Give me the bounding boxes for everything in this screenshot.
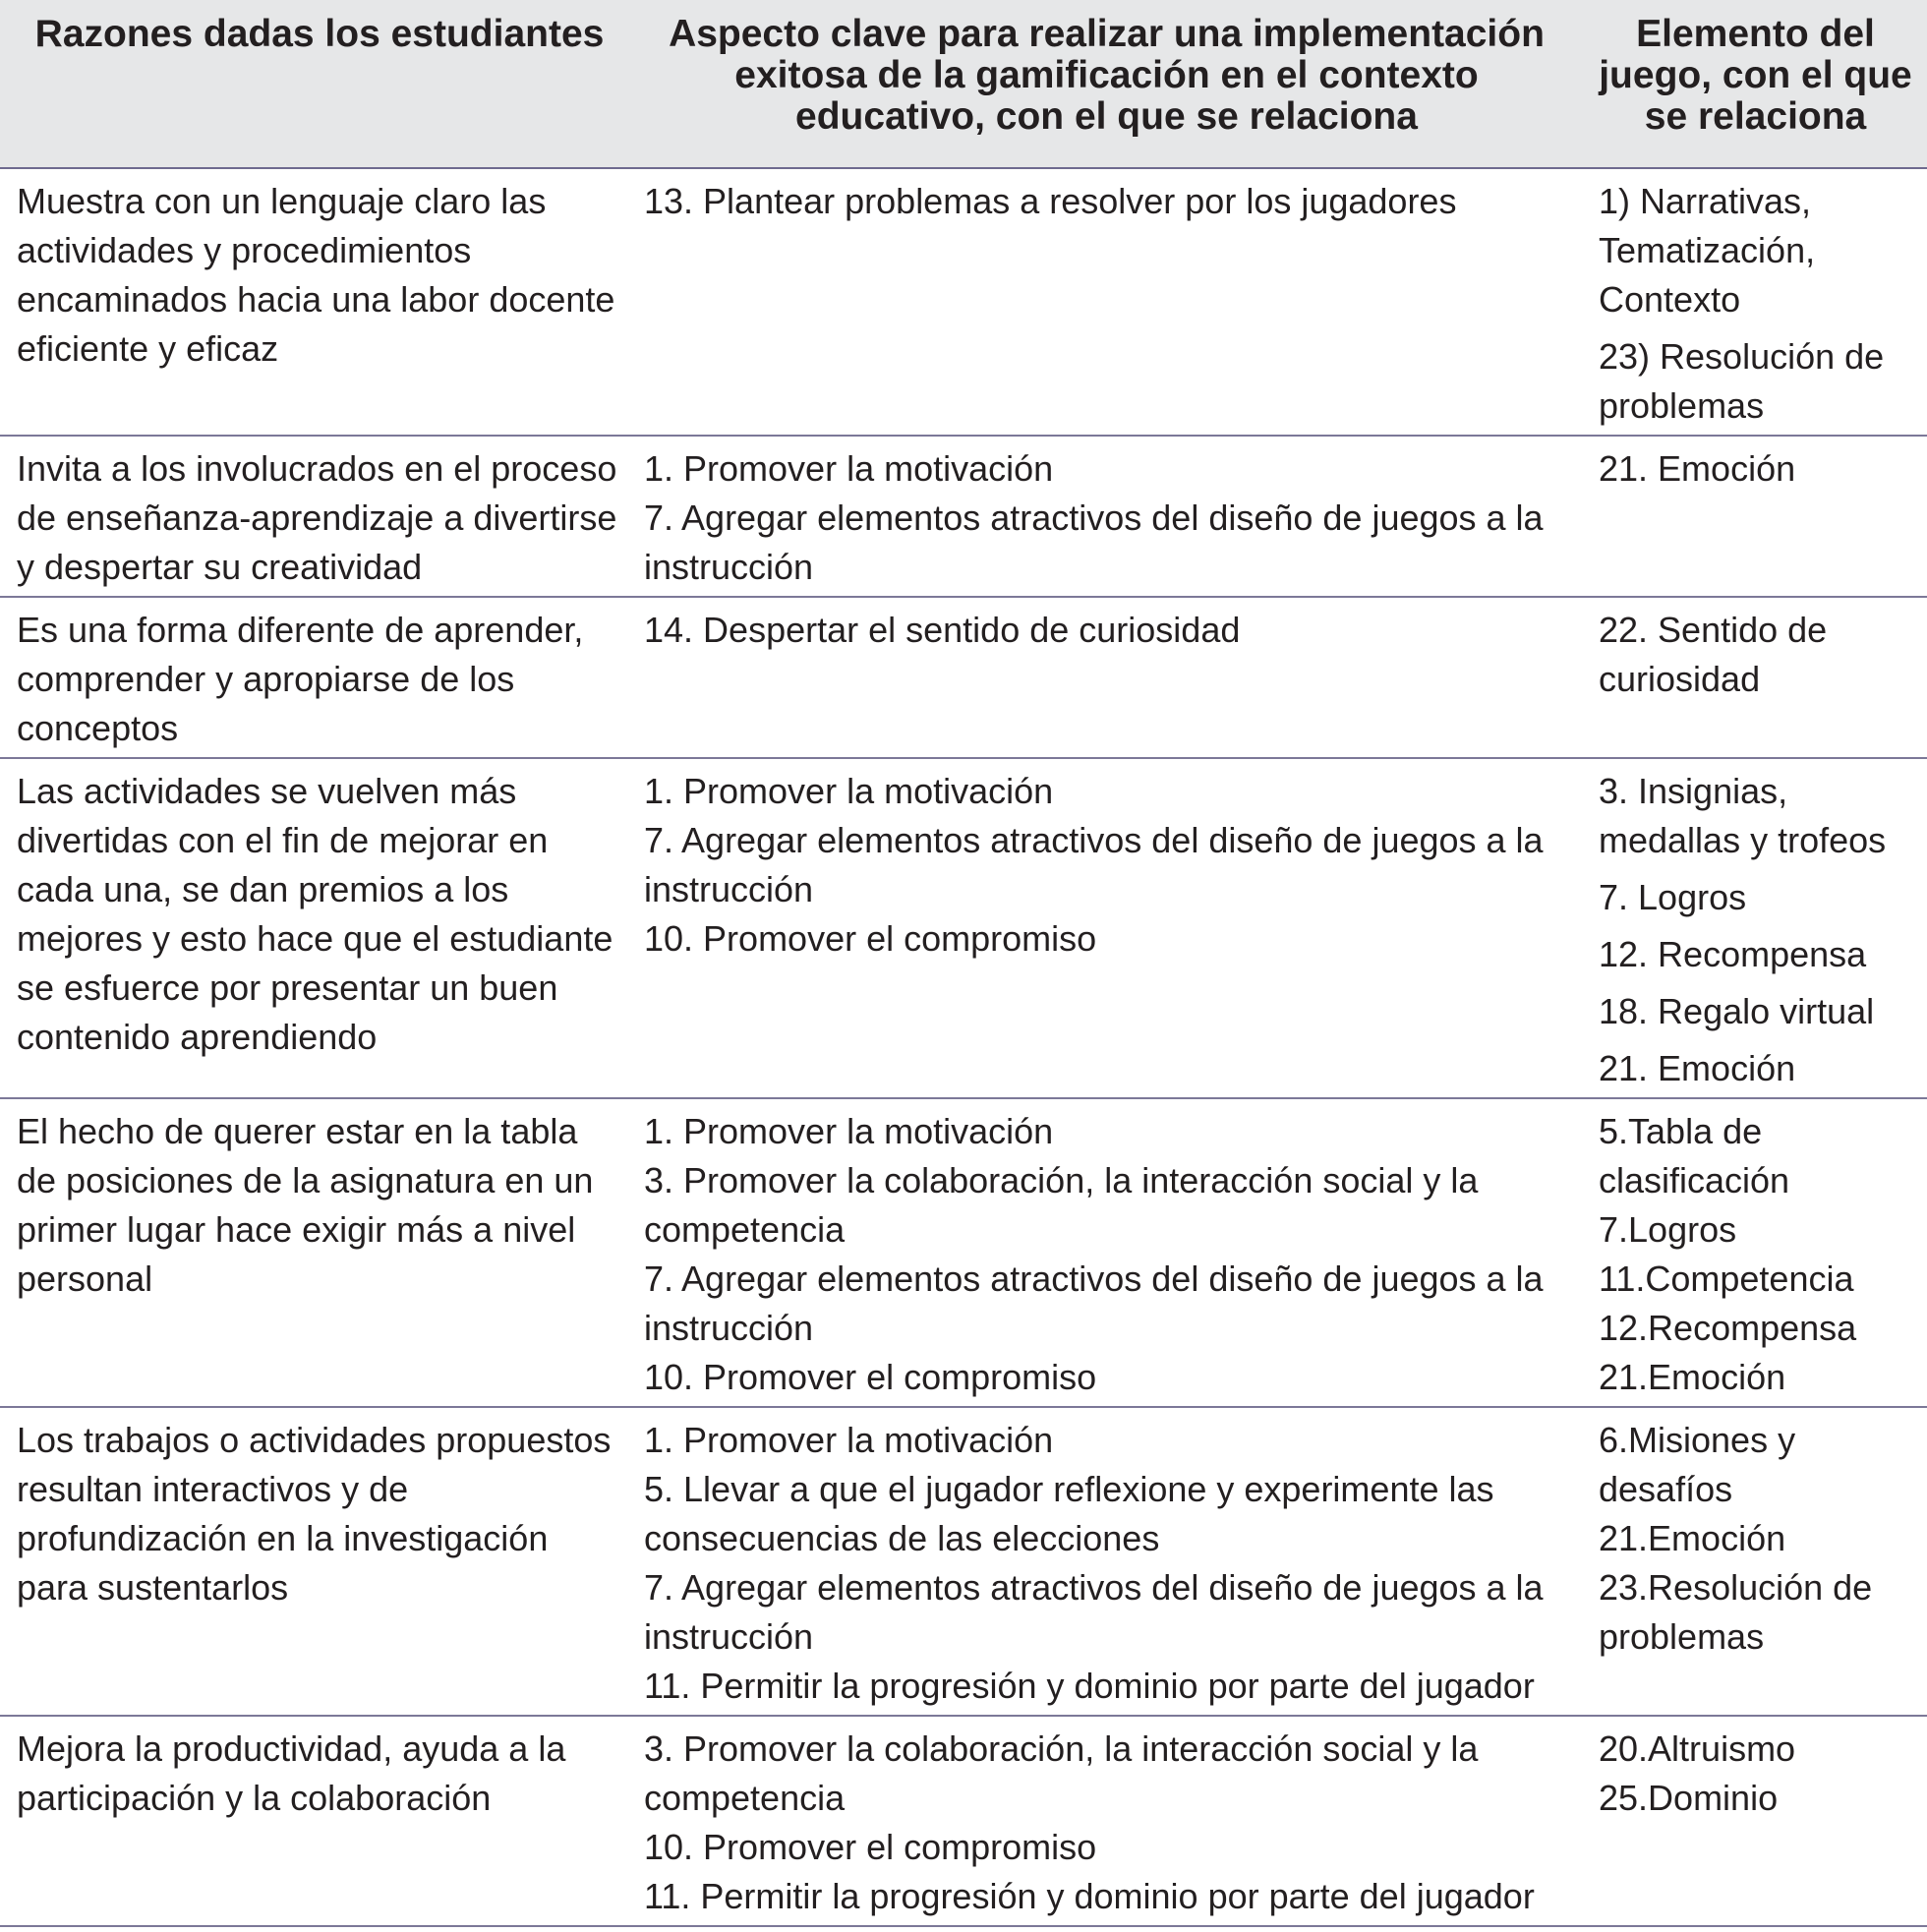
aspecto-item: 10. Promover el compromiso — [644, 1827, 1097, 1867]
cell-razon — [0, 597, 629, 758]
cell-razon — [0, 1098, 629, 1407]
aspecto-item: 1. Promover la motivación — [644, 1111, 1054, 1151]
aspecto-item: 5. Llevar a que el jugador reflexione y experimente las consecuencias de las elecciones — [644, 1469, 1494, 1558]
cell-elementos — [1584, 1716, 1927, 1926]
table-row — [0, 1716, 1927, 1926]
cell-razon — [0, 436, 629, 597]
elemento-item: 25.Dominio — [1599, 1778, 1779, 1818]
razon-text: Invita a los involucrados en el proceso de enseñanza-aprendizaje a divertirse y despertar su creatividad — [17, 448, 617, 587]
razon-text: Mejora la productividad, ayuda a la participación y la colaboración — [17, 1728, 566, 1818]
cell-aspectos — [629, 1716, 1584, 1926]
cell-razon — [0, 1407, 629, 1716]
aspecto-item: 11. Permitir la progresión y dominio por parte del jugador — [644, 1666, 1535, 1706]
elemento-item: 21.Emoción — [1599, 1357, 1786, 1397]
table-row — [0, 597, 1927, 758]
header-elemento-juego: Elemento del juego, con el que se relaciona — [1584, 0, 1927, 168]
cell-aspectos — [629, 1407, 1584, 1716]
elemento-item: 21.Emoción — [1599, 1518, 1786, 1558]
elemento-item: 20.Altruismo — [1599, 1728, 1796, 1769]
elemento-item: 21. Emoción — [1599, 1048, 1796, 1088]
elemento-item: 6.Misiones y desafíos — [1599, 1420, 1796, 1509]
elemento-item: 22. Sentido de curiosidad — [1599, 610, 1828, 699]
elemento-item: 12. Recompensa — [1599, 934, 1867, 974]
razon-text: El hecho de querer estar en la tabla de posiciones de la asignatura en un primer lugar hace exigir más a nivel personal — [17, 1111, 594, 1299]
razon-text: Las actividades se vuelven más divertidas con el fin de mejorar en cada una, se dan premios a los mejores y esto hace que el estudiante se esfuerce por presentar un buen contenido aprendiendo — [17, 771, 613, 1057]
cell-aspectos — [629, 436, 1584, 597]
table-row — [0, 758, 1927, 1098]
aspecto-item: 14. Despertar el sentido de curiosidad — [644, 610, 1241, 650]
elemento-item: 1) Narrativas, Tematización, Contexto — [1599, 181, 1816, 320]
razon-text: Muestra con un lenguaje claro las actividades y procedimientos encaminados hacia una labor docente eficiente y eficaz — [17, 181, 615, 369]
elemento-item: 3. Insignias, medallas y trofeos — [1599, 771, 1887, 860]
cell-elementos — [1584, 1407, 1927, 1716]
aspecto-item: 7. Agregar elementos atractivos del diseño de juegos a la instrucción — [644, 498, 1544, 587]
table-row — [0, 436, 1927, 597]
cell-aspectos — [629, 597, 1584, 758]
cell-razon — [0, 1716, 629, 1926]
cell-elementos — [1584, 758, 1927, 1098]
aspecto-item: 10. Promover el compromiso — [644, 1357, 1097, 1397]
aspecto-item: 3. Promover la colaboración, la interacción social y la competencia — [644, 1728, 1479, 1818]
cell-aspectos — [629, 758, 1584, 1098]
elemento-item: 23) Resolución de problemas — [1599, 336, 1885, 426]
aspecto-item: 1. Promover la motivación — [644, 1420, 1054, 1460]
cell-elementos — [1584, 597, 1927, 758]
aspecto-item: 13. Plantear problemas a resolver por los jugadores — [644, 181, 1457, 221]
table-body — [0, 168, 1927, 1926]
elemento-item: 23.Resolución de problemas — [1599, 1567, 1873, 1657]
elemento-item: 11.Competencia — [1599, 1259, 1854, 1299]
table-header — [0, 0, 1927, 168]
aspecto-item: 11. Permitir la progresión y dominio por parte del jugador — [644, 1876, 1535, 1916]
cell-razon — [0, 758, 629, 1098]
elemento-item: 21. Emoción — [1599, 448, 1796, 489]
aspecto-item: 7. Agregar elementos atractivos del diseño de juegos a la instrucción — [644, 820, 1544, 909]
cell-elementos — [1584, 1098, 1927, 1407]
aspecto-item: 3. Promover la colaboración, la interacción social y la competencia — [644, 1160, 1479, 1250]
elemento-item: 18. Regalo virtual — [1599, 991, 1875, 1031]
header-aspecto-clave: Aspecto clave para realizar una implementación exitosa de la gamificación en el contexto educativo, con el que se relaciona — [629, 0, 1584, 168]
elemento-item: 12.Recompensa — [1599, 1308, 1857, 1348]
aspecto-item: 7. Agregar elementos atractivos del diseño de juegos a la instrucción — [644, 1259, 1544, 1348]
table-row — [0, 1407, 1927, 1716]
cell-razon — [0, 168, 629, 436]
cell-elementos — [1584, 168, 1927, 436]
cell-aspectos — [629, 1098, 1584, 1407]
aspecto-item: 1. Promover la motivación — [644, 448, 1054, 489]
elemento-item: 7.Logros — [1599, 1209, 1737, 1250]
header-row — [0, 0, 1927, 168]
razon-text: Es una forma diferente de aprender, comprender y apropiarse de los conceptos — [17, 610, 584, 748]
table-row — [0, 1098, 1927, 1407]
table-row — [0, 168, 1927, 436]
header-razones: Razones dadas los estudiantes — [0, 0, 629, 168]
elemento-item: 5.Tabla de clasificación — [1599, 1111, 1790, 1200]
aspecto-item: 1. Promover la motivación — [644, 771, 1054, 811]
aspecto-item: 7. Agregar elementos atractivos del diseño de juegos a la instrucción — [644, 1567, 1544, 1657]
razon-text: Los trabajos o actividades propuestos resultan interactivos y de profundización en la investigación para sustentarlos — [17, 1420, 612, 1608]
elemento-item: 7. Logros — [1599, 877, 1747, 917]
aspecto-item: 10. Promover el compromiso — [644, 918, 1097, 959]
cell-aspectos — [629, 168, 1584, 436]
cell-elementos — [1584, 436, 1927, 597]
